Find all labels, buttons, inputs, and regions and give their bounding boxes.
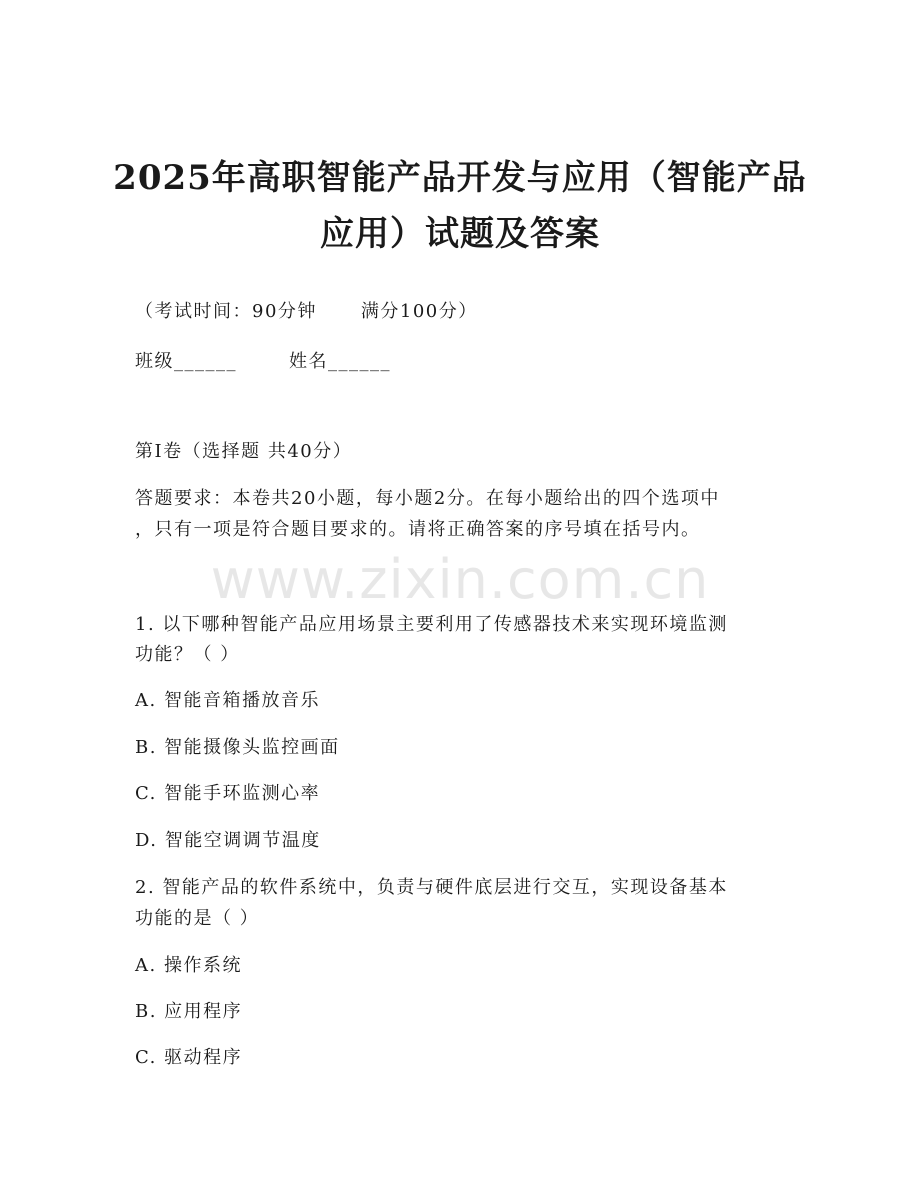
option-b: B. 智能摄像头监控画面 — [135, 737, 340, 758]
option-a: A. 操作系统 — [135, 955, 242, 976]
exam-time: （考试时间：90分钟 — [135, 301, 317, 322]
title-line-2: 应用）试题及答案 — [320, 214, 600, 254]
option-d: D. 智能空调调节温度 — [135, 830, 321, 851]
instructions-line-2: ，只有一项是符合题目要求的。请将正确答案的序号填在括号内。 — [135, 519, 701, 540]
watermark: www.zixin.com.cn — [210, 548, 710, 611]
option-c: C. 智能手环监测心率 — [135, 783, 321, 804]
question-stem-line-1: 1. 以下哪种智能产品应用场景主要利用了传感器技术来实现环境监测 — [135, 614, 728, 635]
option-c: C. 驱动程序 — [135, 1047, 243, 1068]
option-a: A. 智能音箱播放音乐 — [135, 690, 320, 711]
class-field: 班级______ — [135, 351, 237, 372]
document-title — [0, 150, 920, 262]
section-heading: 第I卷（选择题 共40分） — [135, 441, 353, 462]
name-field: 姓名______ — [289, 351, 391, 372]
question-stem-line-2: 功能？（ ） — [135, 644, 240, 665]
question-stem-line-2: 功能的是（ ） — [135, 908, 260, 929]
title-line-1: 2025年高职智能产品开发与应用（智能产品 — [113, 158, 807, 198]
instructions-line-1: 答题要求：本卷共20小题，每小题2分。在每小题给出的四个选项中 — [135, 488, 720, 509]
student-info — [135, 347, 391, 377]
option-b: B. 应用程序 — [135, 1001, 243, 1022]
exam-info — [135, 297, 478, 327]
full-score: 满分100分） — [360, 301, 478, 322]
question-stem-line-1: 2. 智能产品的软件系统中，负责与硬件底层进行交互，实现设备基本 — [135, 877, 728, 898]
